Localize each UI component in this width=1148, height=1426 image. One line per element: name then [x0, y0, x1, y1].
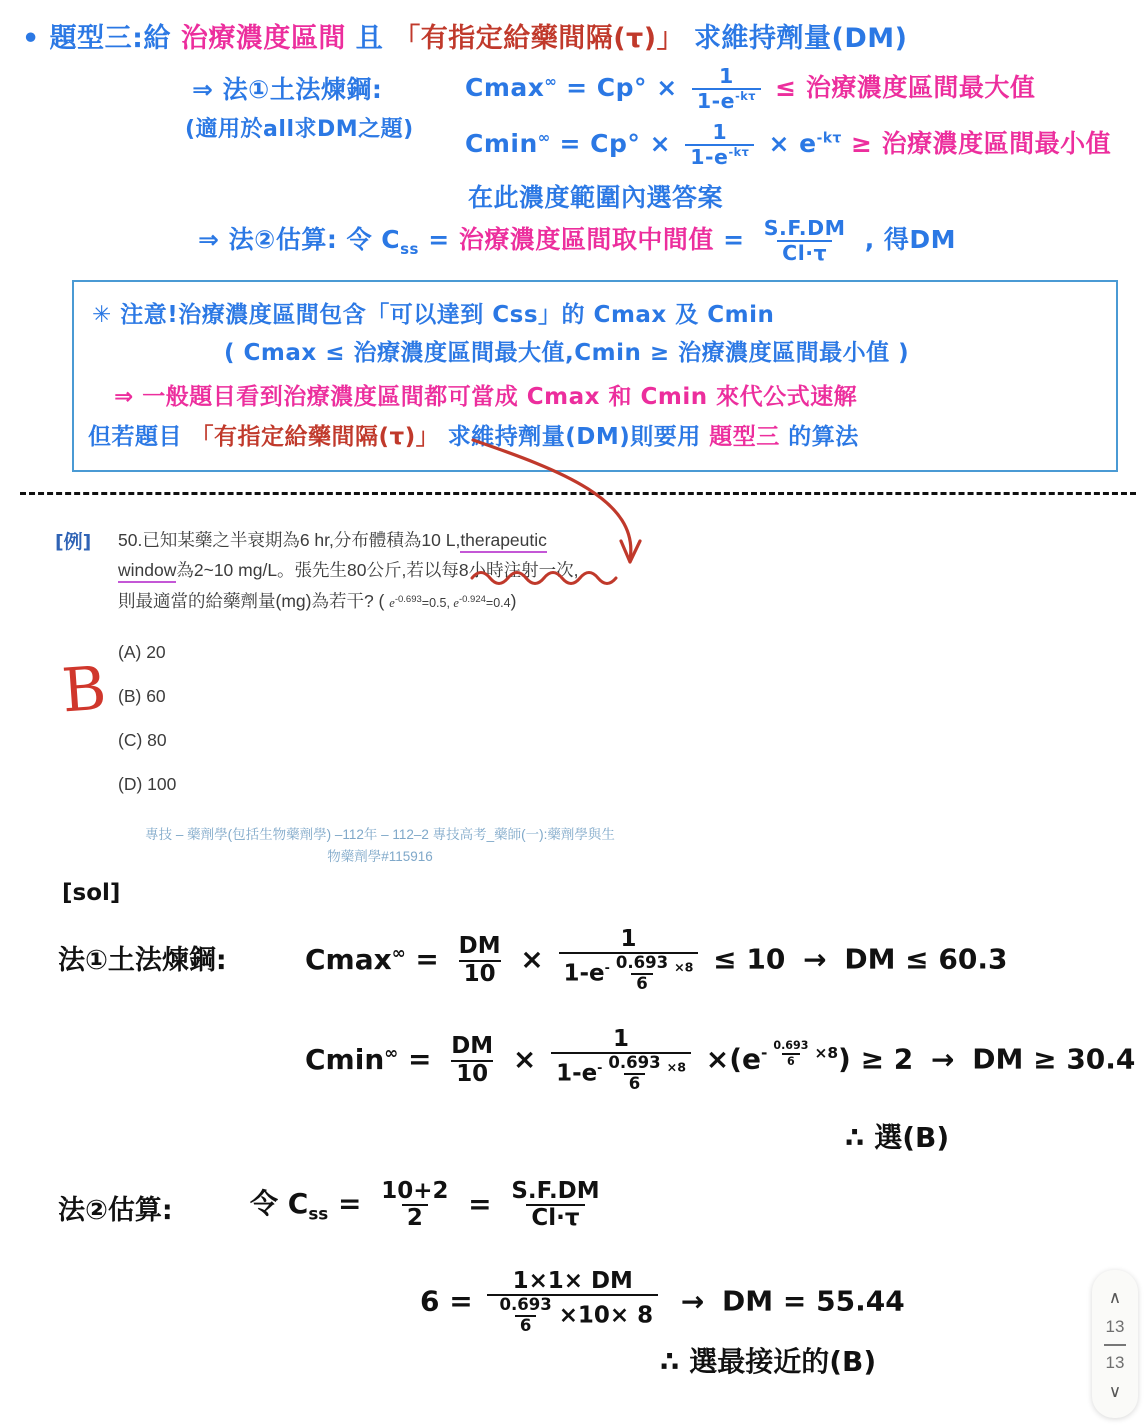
choice-a[interactable]: (A) 20 — [118, 642, 166, 662]
solution-cmax-equation — [305, 928, 1007, 993]
sol-css-f1-num: 10+2 — [381, 1178, 449, 1204]
cmax-symbol: Cmax∞ — [465, 72, 557, 102]
question-block — [55, 525, 695, 618]
question-text-d: ) — [510, 591, 517, 612]
solution-method2-label: 法②估算: — [58, 1195, 173, 1226]
sol-cmax-times: × — [520, 942, 544, 976]
citation-line-2: 物藥劑學#115916 — [327, 849, 433, 864]
cmin-mid: = Cp° × — [559, 128, 672, 158]
question-text — [118, 525, 695, 618]
cmax-denominator: $1-e^{-k\tau}$ — [692, 88, 761, 112]
method2-denominator: Cl·τ — [777, 240, 832, 264]
warning-line4-a: 但若題目 — [88, 424, 182, 450]
method2-row — [198, 218, 956, 264]
sol-cmin-relation: ≥ 2 — [860, 1042, 914, 1076]
method2-numerator: S.F.DM — [763, 216, 846, 240]
warning-line4-e: 的算法 — [788, 424, 859, 450]
question-text-b: 為2~10 mg/L。張先生80公斤,若以每8小時注射一次, — [176, 560, 579, 580]
sol-cmin-f2-den: 1-e- $\frac{0.693}{6}$ $^{\times 8}$ — [551, 1052, 691, 1093]
sol-cmin-f1-den: 10 — [451, 1060, 493, 1086]
warning-line1-text: 注意!治療濃度區間包含「可以達到 Css」的 Cmax 及 Cmin — [120, 302, 775, 328]
solution-conclusion-1: ∴ 選(B) — [845, 1121, 950, 1154]
warning-line-4 — [88, 418, 859, 451]
sol-cmin-symbol: Cmin∞ — [305, 1042, 399, 1076]
heading-part3: 且 — [355, 23, 384, 54]
sol-cmin-frac2 — [551, 1028, 691, 1093]
sol-cmax-symbol: Cmax∞ — [305, 942, 406, 976]
sol-cmin-eq: = — [408, 1042, 432, 1076]
question-underline-b: window — [118, 560, 176, 583]
solution-section — [0, 870, 1148, 1410]
warning-star-icon: ✳ — [92, 302, 112, 328]
warning-note-box — [72, 280, 1118, 472]
warning-line3-text: 一般題目看到治療濃度區間都可當成 Cmax 和 Cmin 來代公式速解 — [142, 384, 858, 410]
question-constants: $e^{-0.693}=0.5$, $e^{-0.924}=0.4$ — [389, 594, 511, 611]
sol-css-lhs: 令 $C_{ss}$ = — [250, 1187, 362, 1224]
example-tag: [例] — [55, 531, 92, 553]
question-text-a: 已知某藥之半衰期為6 hr,分布體積為10 L, — [142, 530, 461, 550]
solution-dm-equation — [420, 1270, 905, 1335]
cmin-symbol: Cmin∞ — [465, 128, 551, 158]
cmax-relation: ≤ — [775, 72, 797, 102]
handwritten-answer-mark: B — [59, 653, 109, 727]
page-up-icon[interactable]: ∧ — [1108, 1288, 1122, 1307]
choice-c[interactable]: (C) 80 — [118, 730, 167, 750]
sol-css-eq: = — [468, 1187, 492, 1221]
sol-cmin-times: × — [512, 1042, 537, 1076]
sol-cmin-result: DM ≥ 30.4 — [972, 1042, 1136, 1076]
sol-cmax-frac1 — [454, 935, 506, 986]
cmax-mid: = Cp° × — [566, 72, 678, 102]
solution-method1-label: 法①土法煉鋼: — [58, 945, 227, 976]
sol-cmax-arrow: → — [803, 942, 827, 976]
sol-cmax-eq: = — [415, 942, 439, 976]
cmax-rhs: 治療濃度區間最大值 — [805, 72, 1036, 102]
page-down-icon[interactable]: ∨ — [1108, 1382, 1122, 1401]
cmax-fraction — [692, 66, 761, 112]
question-number: 50. — [118, 530, 143, 550]
solution-tag: [sol] — [62, 880, 121, 906]
sol-cmax-result: DM ≤ 60.3 — [844, 942, 1008, 976]
heading-part5: 求維持劑量(DM) — [694, 23, 908, 54]
sol-cmax-frac2 — [559, 928, 699, 993]
method2-equals: = — [723, 224, 745, 254]
question-text-c: 則最適當的給藥劑量(mg)為若干? ( — [118, 591, 385, 612]
sol-cmin-close: ) — [838, 1042, 851, 1076]
sol-css-f1-den: 2 — [402, 1204, 428, 1230]
warning-line-1 — [92, 296, 774, 329]
sol-dm-den: $\frac{0.693}{6}$ ×10× 8 — [487, 1294, 658, 1335]
method2-expr-prefix: 令 $C_{ss}$ = — [346, 224, 450, 258]
solution-conclusion-2: ∴ 選最接近的(B) — [660, 1345, 877, 1378]
choice-b[interactable]: (B) 60 — [118, 686, 166, 706]
sol-cmin-f2-num: 1 — [613, 1026, 630, 1052]
method2-tail: , 得DM — [864, 224, 957, 254]
heading-dosing-interval: 「有指定給藥間隔(τ)」 — [393, 23, 685, 54]
sol-cmin-exp: - 0.693 6 ×8 — [761, 1039, 839, 1068]
warning-line4-type3: 題型三 — [709, 424, 780, 450]
section-divider — [20, 492, 1136, 495]
question-underline-a: therapeutic — [460, 530, 547, 553]
sol-dm-arrow: → — [680, 1284, 705, 1318]
warning-line4-c: 求維持劑量(DM)則要用 — [447, 424, 701, 450]
method2-arrow: ⇒ — [198, 224, 220, 254]
cmin-rhs: 治療濃度區間最小值 — [881, 128, 1112, 158]
sol-cmin-frac1 — [446, 1035, 498, 1086]
sol-dm-result: DM = 55.44 — [722, 1284, 905, 1318]
sol-cmax-relation: ≤ 10 — [713, 942, 786, 976]
sol-cmax-f1-num: DM — [458, 933, 501, 960]
heading-bullet: • — [22, 23, 40, 54]
heading-part1: 題型三:給 — [49, 23, 171, 54]
method2-fraction — [759, 218, 851, 264]
sol-css-frac1 — [376, 1180, 453, 1231]
sol-dm-lhs: 6 = — [420, 1284, 473, 1318]
sol-cmax-f2-num: 1 — [620, 926, 637, 952]
sol-css-f2-num: S.F.DM — [511, 1178, 600, 1204]
answer-choices — [118, 630, 176, 806]
citation-line-1: 專技 – 藥劑學(包括生物藥劑學) –112年 – 112–2 專技高考_藥師(一):藥劑學與生 — [145, 827, 615, 842]
sol-cmin-arrow: → — [931, 1042, 955, 1076]
warning-line4-interval: 「有指定給藥間隔(τ)」 — [190, 424, 440, 450]
solution-css-equation — [250, 1180, 610, 1231]
method2-label: 法②估算: — [228, 224, 338, 254]
cmin-relation: ≥ — [850, 128, 873, 158]
sol-css-frac2 — [506, 1180, 604, 1231]
cmax-numerator: 1 — [719, 64, 734, 88]
cmin-fraction — [685, 122, 754, 168]
notes-heading — [22, 16, 908, 55]
sol-css-f2-den: Cl·τ — [526, 1204, 584, 1230]
page-total: 13 — [1105, 1353, 1125, 1372]
method1-sublabel: (適用於all求DM之題) — [185, 117, 414, 142]
cmin-denominator: $1-e^{-k\tau}$ — [685, 144, 754, 168]
sol-cmax-f2-den: 1-e- $\frac{0.693}{6}$ $^{\times 8}$ — [559, 952, 699, 993]
method1-range-note: 在此濃度範圍內選答案 — [468, 183, 724, 212]
page-current: 13 — [1105, 1317, 1125, 1336]
method1-equation-cmax — [465, 66, 1035, 112]
cmin-multiplier: × $e^{-k\tau}$ — [768, 128, 842, 158]
source-citation — [110, 824, 650, 868]
sol-cmax-f1-den: 10 — [459, 960, 501, 986]
sol-cmin-times2: ×(e — [705, 1042, 761, 1076]
sol-cmin-f1-num: DM — [451, 1033, 494, 1060]
method1-label: 法①土法煉鋼: — [222, 75, 383, 104]
sol-dm-frac — [487, 1270, 658, 1335]
warning-line-3 — [114, 378, 857, 411]
choice-d[interactable]: (D) 100 — [118, 774, 177, 794]
method1-arrow: ⇒ — [192, 75, 214, 104]
sol-dm-num: 1×1× DM — [512, 1268, 633, 1294]
method2-midvalue: 治療濃度區間取中間值 — [458, 224, 714, 254]
page-separator — [1104, 1344, 1126, 1346]
page-navigator[interactable] — [1092, 1270, 1138, 1418]
method1-label-row — [192, 70, 382, 106]
warning-line-2: ( Cmax ≤ 治療濃度區間最大值,Cmin ≥ 治療濃度區間最小值 ) — [224, 340, 910, 366]
method1-equation-cmin — [465, 122, 1111, 168]
warning-line3-arrow: ⇒ — [114, 384, 134, 410]
solution-cmin-equation — [305, 1028, 1135, 1093]
heading-therapeutic-range: 治療濃度區間 — [180, 23, 346, 54]
cmin-numerator: 1 — [712, 120, 728, 144]
